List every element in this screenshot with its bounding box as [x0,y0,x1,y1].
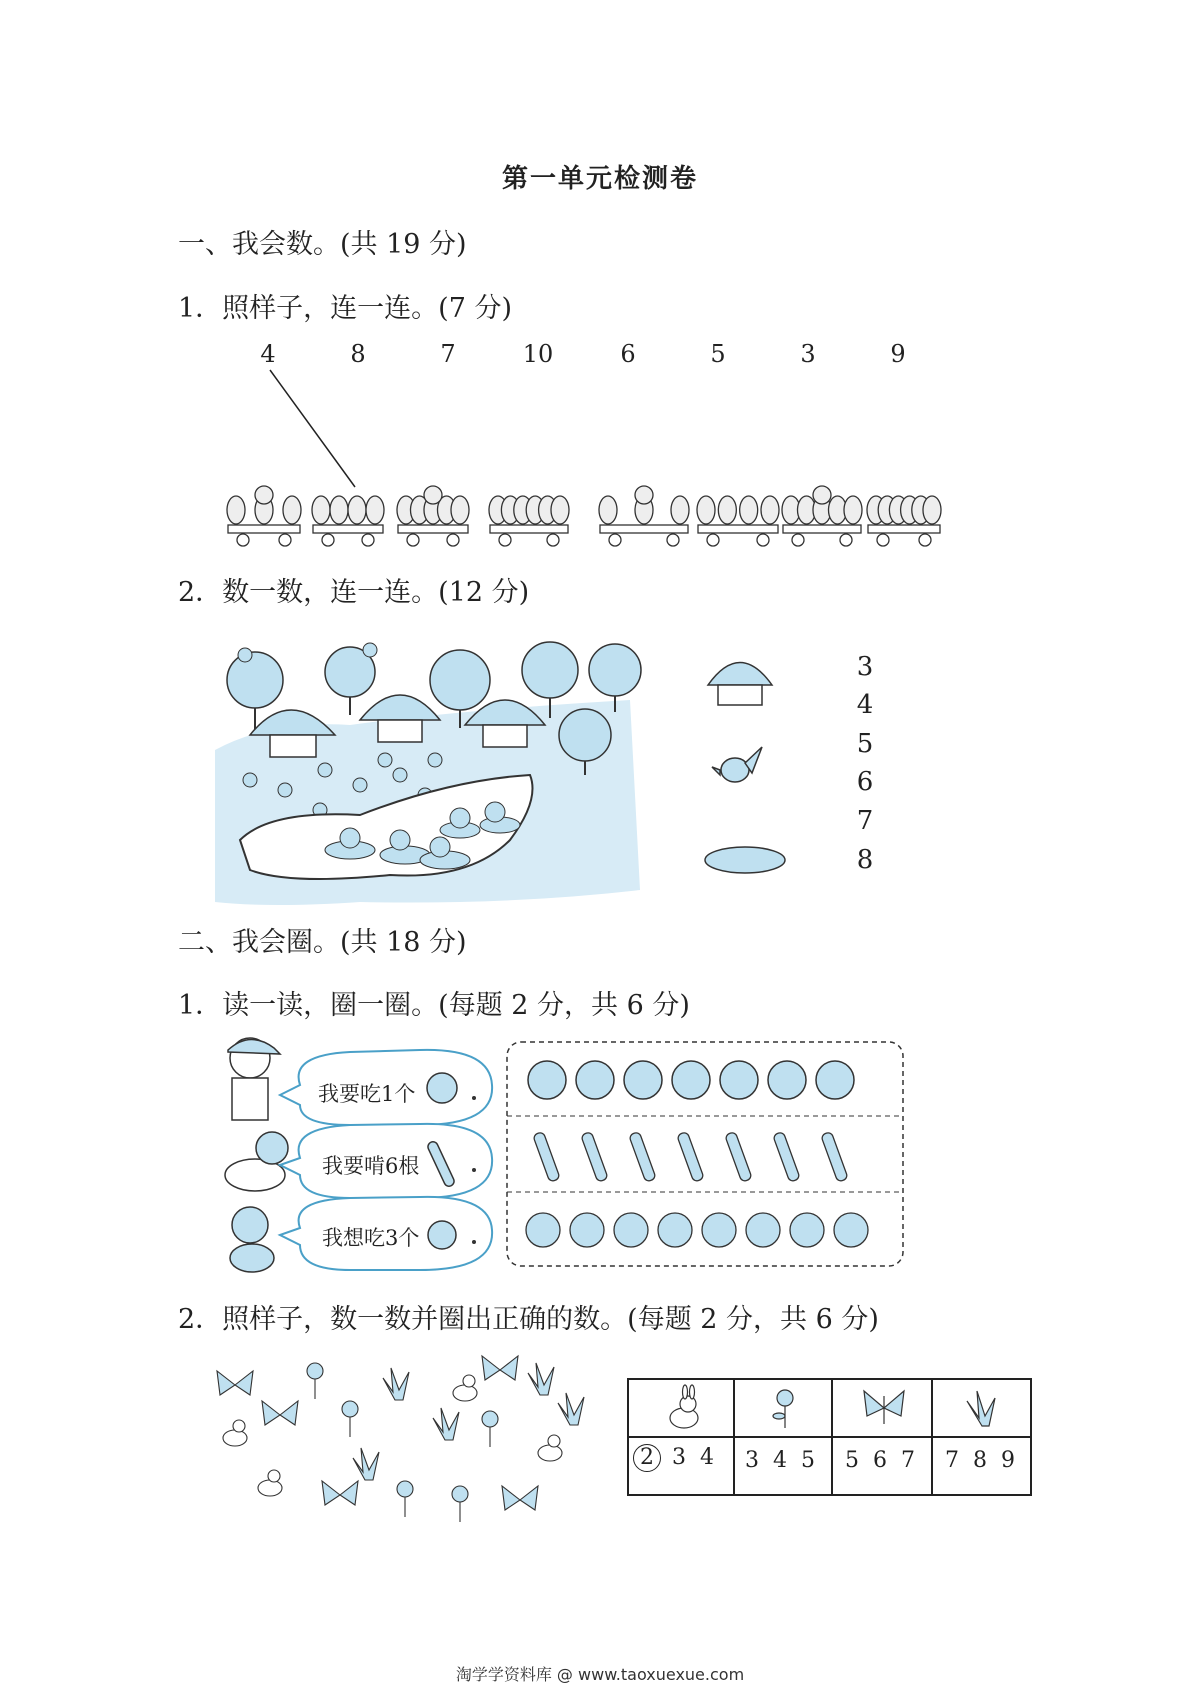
number-label: 4 [260,340,276,368]
bone-icon [629,1131,656,1182]
bubble-text-2: 我要啃6根 [322,1154,420,1178]
number-label: 9 [890,340,906,368]
page-title: 第一单元检测卷 [501,164,698,194]
apple-icon [528,1061,566,1099]
peach-icon [526,1213,560,1247]
example-link-line [270,370,355,487]
choice-number: 5 [856,729,874,759]
scattered-item [397,1481,413,1517]
scattered-item [482,1356,518,1380]
number-label: 6 [620,340,636,368]
fruit-carts-illustration [0,0,1200,600]
bone-icon [773,1131,800,1182]
number-label: 8 [350,340,366,368]
grid-column [833,1380,933,1494]
apple-icon [768,1061,806,1099]
scattered-items-illustration [210,1355,610,1535]
apple-icon [576,1061,614,1099]
question-2-1-heading: 1．读一读，圈一圈。(每题 2 分，共 6 分) [178,990,690,1021]
grass-icon [957,1386,1007,1431]
peach-icon [658,1213,692,1247]
section-2-heading: 二、我会圈。(共 18 分) [178,927,467,958]
choice-number: 3 [856,652,874,682]
grid-column [735,1380,833,1494]
footer-watermark: 淘学学资料库 @ www.taoxuexue.com [455,1665,745,1684]
peach-icon [614,1213,648,1247]
rose-icon [765,1386,805,1431]
peach-icon [702,1213,736,1247]
grid-column [629,1380,735,1494]
answer-grid [627,1378,1032,1496]
boy-icon [228,1038,280,1120]
bone-icon [533,1131,560,1182]
lily-pad-icon [705,847,785,873]
fruit-cart [697,496,779,546]
scattered-item [322,1481,358,1505]
peach-icon [428,1221,456,1249]
fruit-cart [782,486,862,546]
scattered-item [528,1363,554,1395]
scattered-item [502,1486,538,1510]
scattered-item [482,1411,498,1447]
scattered-item [383,1368,409,1400]
grid-numbers[interactable]: 5 6 7 [845,1448,915,1473]
scattered-item [217,1371,253,1395]
scattered-item [558,1393,584,1425]
peach-icon [834,1213,868,1247]
scattered-item [307,1363,323,1399]
choice-number: 7 [856,806,874,836]
grid-numbers[interactable]: 3 4 [672,1445,714,1470]
choice-number: 4 [856,690,874,720]
bone-icon [725,1131,752,1182]
number-label: 3 [800,340,816,368]
bone-icon [821,1131,848,1182]
grid-numbers[interactable]: 3 4 5 [745,1448,815,1473]
scattered-item [538,1435,562,1461]
bone-icon [677,1131,704,1182]
choice-number: 8 [856,845,874,875]
apple-icon [427,1073,457,1103]
scattered-item [453,1375,477,1401]
apple-icon [816,1061,854,1099]
peach-icon [746,1213,780,1247]
circled-answer[interactable]: 2 [633,1444,661,1472]
scattered-item [223,1420,247,1446]
butterfly-icon [859,1386,909,1431]
apple-icon [624,1061,662,1099]
scattered-item [433,1408,459,1440]
scattered-item [258,1470,282,1496]
fruit-cart [397,486,469,546]
scattered-item [342,1401,358,1437]
bone-icon [581,1131,608,1182]
scattered-item [353,1448,379,1480]
item-rows-box [505,1040,905,1270]
number-label: 7 [440,340,456,368]
scattered-item [262,1401,298,1425]
cart-group [227,486,941,546]
section-1-heading: 一、我会数。(共 19 分) [178,229,467,260]
monkey-icon [230,1207,274,1272]
forest-pond-scene [210,640,650,910]
question-1-2-heading: 2．数一数，连一连。(12 分) [178,577,530,608]
grid-column [933,1380,1030,1494]
fruit-cart [227,486,301,546]
number-label: 10 [522,340,554,368]
rabbit-icon [664,1386,704,1431]
fruit-cart [599,486,689,546]
question-2-2-heading: 2．照样子，数一数并圈出正确的数。(每题 2 分，共 6 分) [178,1304,879,1335]
fruit-cart [489,496,569,546]
fruit-cart [312,496,384,546]
scattered-item [452,1486,468,1522]
dog-icon [225,1132,288,1191]
grid-numbers[interactable]: 7 8 9 [945,1448,1015,1473]
apple-icon [672,1061,710,1099]
question-1-1-heading: 1．照样子，连一连。(7 分) [178,293,513,324]
bubble-text-1: 我要吃1个 [318,1082,416,1106]
mushroom-house-icon [708,663,772,706]
bubble-text-3: 我想吃3个 [322,1226,420,1250]
choice-number: 6 [856,767,874,797]
number-label: 5 [710,340,726,368]
fruit-cart [867,496,941,546]
apple-icon [720,1061,758,1099]
peach-icon [790,1213,824,1247]
bird-icon [712,747,762,782]
peach-icon [570,1213,604,1247]
count-legend-icons [700,645,790,875]
